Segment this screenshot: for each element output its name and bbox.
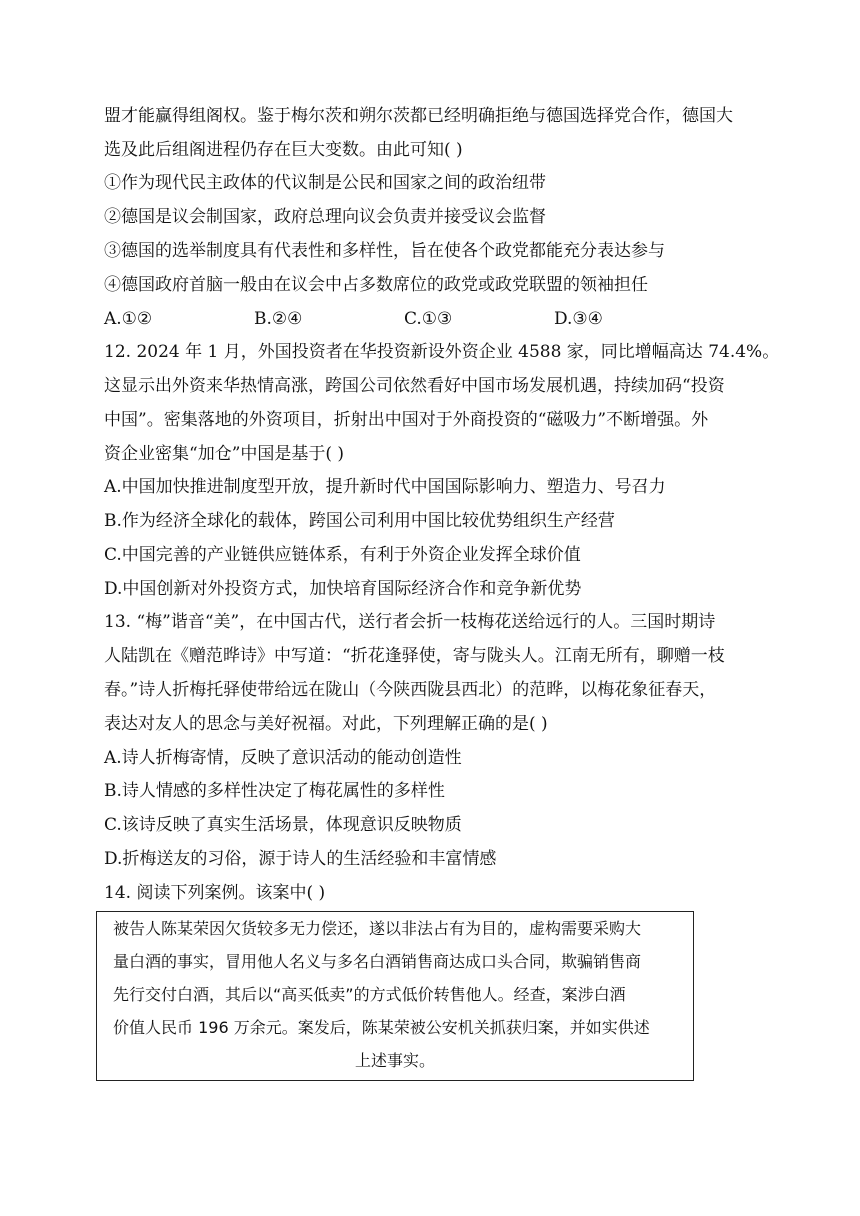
- q11-line-2: 选及此后组阁进程仍存在巨大变数。由此可知( ): [104, 140, 463, 160]
- q11-statement-1: ①作为现代民主政体的代议制是公民和国家之间的政治纽带: [104, 173, 546, 193]
- q11-option-a: A.①②: [104, 309, 153, 329]
- q12-line-1: 12. 2024 年 1 月，外国投资者在华投资新设外资企业 4588 家，同比增幅高达 74.4%。: [104, 342, 780, 362]
- q13-line-1: 13. “梅”谐音“美”，在中国古代，送行者会折一枝梅花送给远行的人。三国时期诗: [104, 612, 716, 632]
- q11-option-b: B.②④: [254, 309, 303, 329]
- q14-stem: 14. 阅读下列案例。该案中( ): [104, 883, 326, 903]
- q11-statement-3: ③德国的选举制度具有代表性和多样性，旨在使各个政党都能充分表达参与: [104, 241, 665, 261]
- case-line-4: 价值人民币 196 万余元。案发后，陈某荣被公安机关抓获归案，并如实供述: [113, 1018, 650, 1037]
- q12-line-4: 资企业密集“加仓”中国是基于( ): [104, 444, 345, 464]
- q12-option-d: D.中国创新对外投资方式，加快培育国际经济合作和竞争新优势: [104, 579, 582, 599]
- q13-option-b: B.诗人情感的多样性决定了梅花属性的多样性: [104, 781, 445, 801]
- q13-option-a: A.诗人折梅寄情，反映了意识活动的能动创造性: [104, 748, 462, 768]
- q11-statement-2: ②德国是议会制国家，政府总理向议会负责并接受议会监督: [104, 207, 546, 227]
- q13-line-4: 表达对友人的思念与美好祝福。对此，下列理解正确的是( ): [104, 714, 548, 734]
- case-box: [96, 911, 694, 1081]
- q11-statement-4: ④德国政府首脑一般由在议会中占多数席位的政党或政党联盟的领袖担任: [104, 275, 648, 295]
- q12-line-2: 这显示出外资来华热情高涨，跨国公司依然看好中国市场发展机遇，持续加码“投资: [104, 376, 725, 396]
- case-line-2: 量白酒的事实，冒用他人名义与多名白酒销售商达成口头合同，欺骗销售商: [113, 952, 642, 971]
- q11-option-c: C.①③: [404, 309, 453, 329]
- q12-option-a: A.中国加快推进制度型开放，提升新时代中国国际影响力、塑造力、号召力: [104, 477, 666, 497]
- q12-line-3: 中国”。密集落地的外资项目，折射出中国对于外商投资的“磁吸力”不断增强。外: [104, 410, 709, 430]
- q12-option-c: C.中国完善的产业链供应链体系，有利于外资企业发挥全球价值: [104, 545, 581, 565]
- q13-option-c: C.该诗反映了真实生活场景，体现意识反映物质: [104, 815, 462, 835]
- q12-option-b: B.作为经济全球化的载体，跨国公司利用中国比较优势组织生产经营: [104, 511, 615, 531]
- q13-line-2: 人陆凯在《赠范晔诗》中写道：“折花逢驿使，寄与陇头人。江南无所有，聊赠一枝: [104, 646, 725, 666]
- q11-line-1: 盟才能赢得组阁权。鉴于梅尔茨和朔尔茨都已经明确拒绝与德国选择党合作，德国大: [104, 106, 733, 126]
- case-line-1: 被告人陈某荣因欠货较多无力偿还，遂以非法占有为目的，虚构需要采购大: [113, 919, 642, 938]
- case-line-5: 上述事实。: [354, 1051, 435, 1070]
- q11-option-d: D.③④: [554, 309, 603, 329]
- q13-option-d: D.折梅送友的习俗，源于诗人的生活经验和丰富情感: [104, 849, 497, 869]
- case-line-3: 先行交付白酒，其后以“高买低卖”的方式低价转售他人。经查，案涉白酒: [113, 985, 626, 1004]
- q13-line-3: 春。”诗人折梅托驿使带给远在陇山（今陕西陇县西北）的范晔，以梅花象征春天，: [104, 680, 717, 700]
